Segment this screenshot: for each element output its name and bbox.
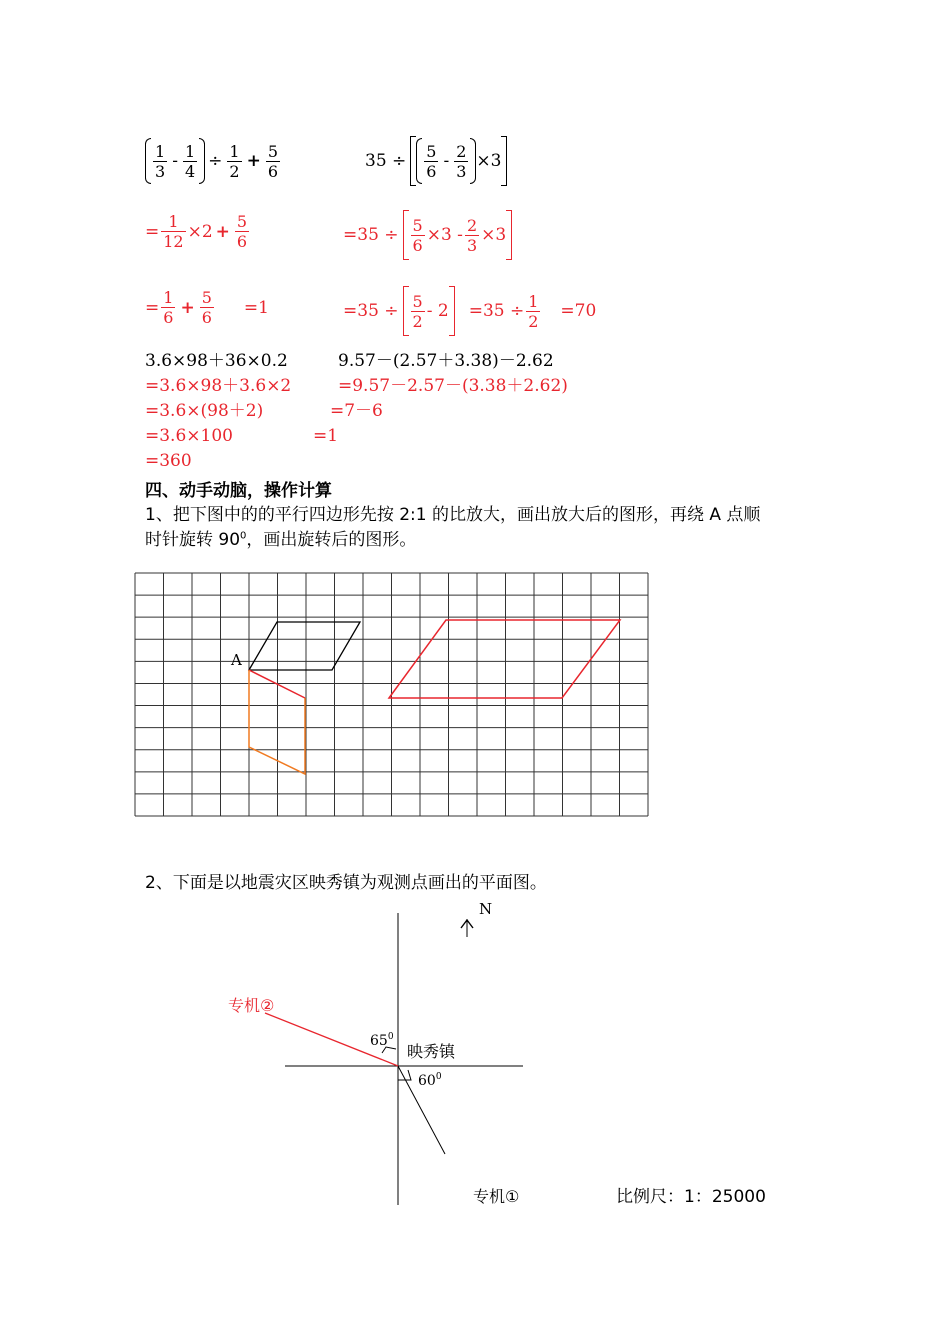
calc-right-question: 9.57－(2.57＋3.38)－2.62 bbox=[338, 351, 554, 371]
point-a-label: A bbox=[231, 651, 242, 669]
p2-step1: = 35 ÷ $\frac{5}{6}$ ×3 - $\frac{2}{3}$ ×3 bbox=[343, 210, 512, 260]
north-label: N bbox=[479, 900, 493, 918]
calc-right-step: =1 bbox=[313, 426, 339, 446]
original-parallelogram bbox=[249, 622, 360, 670]
p1-step1: = $\frac{1}{12}$ ×2 + $\frac{5}{6}$ bbox=[145, 212, 248, 251]
p1-step2: = $\frac{1}{6}$ + $\frac{5}{6}$ =1 bbox=[145, 288, 269, 327]
calc-left-step: =3.6×100 bbox=[145, 426, 233, 446]
calc-left-step: =3.6×98＋3.6×2 bbox=[145, 376, 292, 396]
p2-step2: = 35 ÷ $\frac{5}{2}$ - 2 = 35 ÷ $\frac{1}{2}$ =70 bbox=[343, 286, 596, 336]
fraction: $\frac{1}{2}$ bbox=[229, 141, 240, 181]
plane2-label: 专机② bbox=[228, 996, 275, 1015]
map-figure bbox=[200, 895, 820, 1225]
calc-right-step: =7－6 bbox=[330, 401, 383, 421]
fraction: $\frac{1}{4}$ bbox=[184, 141, 196, 181]
angle-60-label: $60^0$ bbox=[418, 1072, 442, 1089]
fraction: $\frac{5}{6}$ bbox=[267, 141, 278, 181]
plane1-label: 专机① bbox=[473, 1187, 520, 1206]
question-1-line1: 1、把下图中的的平行四边形先按 2:1 的比放大，画出放大后的图形，再绕 A 点顺 bbox=[145, 505, 761, 525]
north-arrow-icon bbox=[461, 919, 473, 937]
angle-65-label: $65^0$ bbox=[370, 1032, 394, 1049]
calc-left-step: =3.6×(98＋2) bbox=[145, 401, 264, 421]
scale-label: 比例尺：1：25000 bbox=[616, 1187, 766, 1207]
calc-right-step: =9.57－2.57－(3.38＋2.62) bbox=[338, 376, 568, 396]
calc-left-step: =360 bbox=[145, 451, 192, 471]
enlarged-parallelogram bbox=[389, 620, 620, 698]
section-heading: 四、动手动脑，操作计算 bbox=[145, 481, 332, 501]
grid-figure bbox=[134, 572, 649, 817]
calc-left-question: 3.6×98＋36×0.2 bbox=[145, 351, 288, 371]
fraction: $\frac{1}{3}$ bbox=[155, 141, 166, 181]
question-2: 2、下面是以地震灾区映秀镇为观测点画出的平面图。 bbox=[145, 873, 547, 893]
p1-expression: $\frac{1}{3}$ - $\frac{1}{4}$ ÷ $\frac{1}{2}$ + $\frac{5}{6}$ bbox=[145, 138, 282, 184]
p2-expression: 35 ÷ $\frac{5}{6}$ - $\frac{2}{3}$ ×3 bbox=[365, 136, 507, 186]
center-label: 映秀镇 bbox=[407, 1042, 456, 1061]
question-1-line2: 时针旋转 $90^0$，画出旋转后的图形。 bbox=[145, 530, 417, 550]
